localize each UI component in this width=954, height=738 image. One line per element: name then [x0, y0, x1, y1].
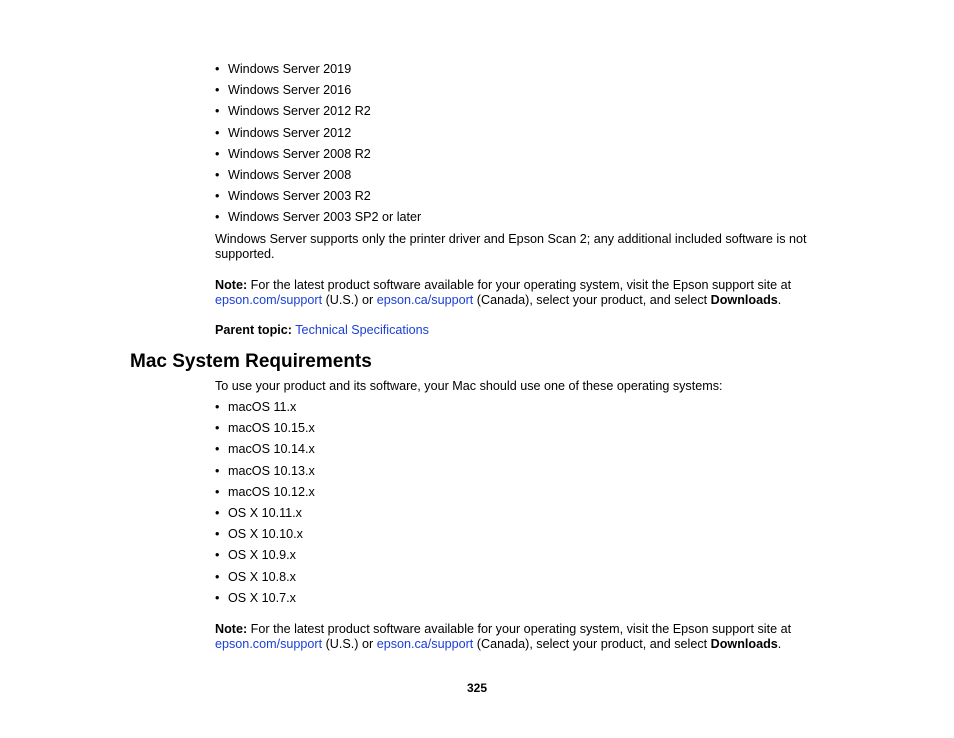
list-item: [215, 482, 315, 503]
mac-intro: To use your product and its software, your Mac should use one of these operating systems:: [215, 379, 723, 393]
bullet-icon: •: [215, 442, 220, 457]
list-item: [215, 418, 315, 439]
list-item: [215, 144, 421, 165]
bullet-icon: •: [215, 484, 220, 499]
bullet-icon: •: [215, 527, 220, 542]
epson-ca-support-link[interactable]: epson.ca/support: [376, 292, 474, 307]
list-item-text: Windows Server 2003 SP2 or later: [228, 210, 422, 225]
list-item-text: OS X 10.10.x: [228, 527, 303, 542]
note-text: (U.S.) or: [322, 636, 377, 651]
bullet-icon: •: [215, 189, 220, 204]
note-text: For the latest product software available for your operating system, visit the Epson support site at: [247, 278, 792, 292]
bullet-icon: •: [215, 83, 220, 98]
epson-us-support-link[interactable]: epson.com/support: [215, 292, 323, 307]
technical-specifications-link[interactable]: Technical Specifications: [295, 323, 429, 337]
note-paragraph: [215, 278, 835, 307]
list-item: [215, 503, 315, 524]
bullet-icon: •: [215, 548, 220, 563]
list-item: [215, 461, 315, 482]
windows-server-list: [215, 59, 421, 229]
list-item-text: macOS 10.12.x: [228, 484, 315, 499]
list-item-text: macOS 10.15.x: [228, 421, 315, 436]
list-item: [215, 186, 421, 207]
mac-os-list: [215, 397, 315, 609]
epson-us-support-link[interactable]: epson.com/support: [215, 636, 323, 651]
list-item-text: OS X 10.7.x: [228, 590, 296, 605]
bullet-icon: •: [215, 590, 220, 605]
note-paragraph: [215, 622, 835, 651]
note-end: .: [777, 292, 782, 307]
note-text: (U.S.) or: [322, 292, 377, 307]
list-item-text: Windows Server 2008 R2: [228, 146, 371, 161]
note-label: Note:: [215, 622, 248, 636]
list-item: [215, 397, 315, 418]
bullet-icon: •: [215, 167, 220, 182]
list-item-text: OS X 10.8.x: [228, 569, 296, 584]
list-item-text: Windows Server 2019: [228, 62, 352, 76]
note-label: Note:: [215, 278, 248, 292]
list-item-text: OS X 10.11.x: [228, 505, 302, 520]
bullet-icon: •: [215, 104, 220, 119]
list-item: [215, 567, 315, 588]
windows-support-note: Windows Server supports only the printer driver and Epson Scan 2; any additional included software is not supported.: [215, 232, 807, 261]
list-item-text: macOS 11.x: [228, 400, 297, 414]
bullet-icon: •: [215, 210, 220, 225]
page-title: Mac System Requirements: [130, 351, 372, 372]
list-item: [215, 524, 315, 545]
list-item: [215, 59, 421, 80]
list-item: [215, 123, 421, 144]
note-text: For the latest product software available for your operating system, visit the Epson support site at: [247, 622, 792, 636]
list-item: [215, 545, 315, 566]
bullet-icon: •: [215, 505, 220, 520]
downloads-label: Downloads: [710, 292, 778, 307]
bullet-icon: •: [215, 62, 220, 76]
bullet-icon: •: [215, 125, 220, 140]
list-item-text: macOS 10.13.x: [228, 463, 315, 478]
parent-topic-label: Parent topic:: [215, 323, 292, 337]
list-item: [215, 165, 421, 186]
list-item: [215, 207, 421, 228]
bullet-icon: •: [215, 421, 220, 436]
note-text: (Canada), select your product, and select: [473, 636, 711, 651]
list-item-text: macOS 10.14.x: [228, 442, 315, 457]
list-item-text: Windows Server 2016: [228, 83, 352, 98]
note-end: .: [777, 636, 782, 651]
bullet-icon: •: [215, 463, 220, 478]
bullet-icon: •: [215, 569, 220, 584]
list-item: [215, 588, 315, 609]
list-item-text: Windows Server 2003 R2: [228, 189, 371, 204]
list-item: [215, 80, 421, 101]
parent-topic: [215, 323, 835, 338]
page-number: 325: [466, 681, 488, 695]
list-item: [215, 101, 421, 122]
epson-ca-support-link[interactable]: epson.ca/support: [376, 636, 474, 651]
bullet-icon: •: [215, 400, 220, 414]
list-item-text: Windows Server 2012: [228, 125, 352, 140]
list-item-text: OS X 10.9.x: [228, 548, 296, 563]
downloads-label: Downloads: [710, 636, 778, 651]
list-item-text: Windows Server 2008: [228, 167, 352, 182]
note-text: (Canada), select your product, and select: [473, 292, 711, 307]
list-item: [215, 439, 315, 460]
bullet-icon: •: [215, 146, 220, 161]
list-item-text: Windows Server 2012 R2: [228, 104, 371, 119]
